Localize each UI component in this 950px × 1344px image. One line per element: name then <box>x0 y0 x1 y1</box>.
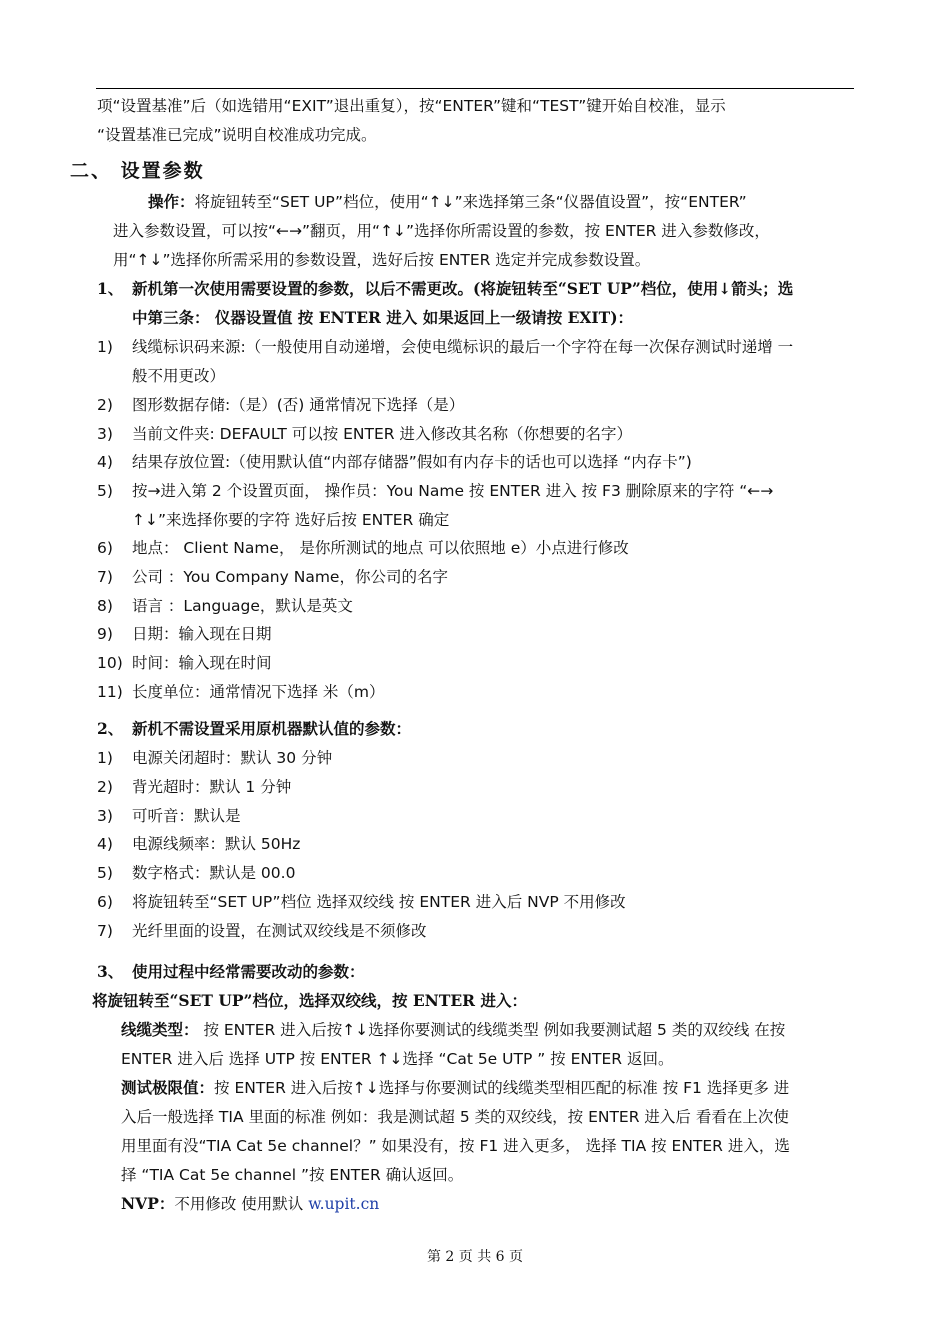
list-number: 1) <box>97 338 113 356</box>
list-number: 4) <box>97 453 113 471</box>
list-item: 图形数据存储:（是）(否) 通常情况下选择（是） <box>132 396 465 414</box>
list-item: 长度单位：通常情况下选择 米（m） <box>132 683 385 701</box>
cable-type-line-2: ENTER 进入后 选择 UTP 按 ENTER ↑↓选择 “Cat 5e UTP ” 按 ENTER 返回。 <box>121 1050 674 1068</box>
list-number: 6) <box>97 539 113 557</box>
test-limit-line-3: 用里面有没“TIA Cat 5e channel？” 如果没有，按 F1 进入更多， 选择 TIA 按 ENTER 进入，选 <box>121 1137 790 1155</box>
list-item: 将旋钮转至“SET UP”档位 选择双绞线 按 ENTER 进入后 NVP 不用修改 <box>132 893 626 911</box>
operation-label: 操作： <box>148 192 195 211</box>
intro-line-1: 项“设置基准”后（如选错用“EXIT”退出重复），按“ENTER”键和“TEST”键开始自校准，显示 <box>97 97 726 115</box>
list-number: 6) <box>97 893 113 911</box>
list-item: 线缆标识码来源:（一般使用自动递增，会使电缆标识的最后一个字符在每一次保存测试时递增 一 <box>132 338 794 356</box>
list-item-cont: 般不用更改） <box>132 367 226 385</box>
part3-number: 3、 <box>97 962 124 981</box>
list-item: 可听音：默认是 <box>132 807 241 825</box>
list-number: 7) <box>97 568 113 586</box>
list-number: 10) <box>97 654 123 672</box>
list-item: 电源线频率：默认 50Hz <box>132 835 301 853</box>
nvp-text: 不用修改 使用默认 <box>174 1195 309 1213</box>
list-number: 7) <box>97 922 113 940</box>
list-item: 时间：输入现在时间 <box>132 654 272 672</box>
cable-type-text-1: 按 ENTER 进入后按↑↓选择你要测试的线缆类型 例如我要测试超 5 类的双绞线 在按 <box>198 1021 786 1039</box>
list-number: 3) <box>97 807 113 825</box>
test-limit-text-1: 按 ENTER 进入后按↑↓选择与你要测试的线缆类型相匹配的标准 按 F1 选择更多 进 <box>214 1079 790 1097</box>
test-limit-label: 测试极限值： <box>121 1078 215 1097</box>
watermark-link[interactable]: w.upit.cn <box>308 1195 380 1213</box>
part1-title-1: 新机第一次使用需要设置的参数，以后不需更改。(将旋钮转至“SET UP”档位，使用↓箭头；选 <box>132 279 794 298</box>
list-number: 4) <box>97 835 113 853</box>
list-number: 2) <box>97 778 113 796</box>
list-number: 2) <box>97 396 113 414</box>
list-item: 按→进入第 2 个设置页面， 操作员：You Name 按 ENTER 进入 按 F3 删除原来的字符 “←→ <box>132 482 774 500</box>
list-item: 当前文件夹: DEFAULT 可以按 ENTER 进入修改其名称（你想要的名字） <box>132 425 632 443</box>
test-limit-line-1 <box>121 1078 789 1098</box>
operation-text-1: 将旋钮转至“SET UP”档位，使用“↑↓”来选择第三条“仪器值设置”，按“ENTER” <box>194 193 747 211</box>
list-item: 日期：输入现在日期 <box>132 625 272 643</box>
list-number: 5) <box>97 482 113 500</box>
part2-number: 2、 <box>97 719 124 738</box>
list-number: 3) <box>97 425 113 443</box>
list-item: 语言 ：Language，默认是英文 <box>132 597 353 615</box>
cable-type-line-1 <box>121 1020 785 1040</box>
list-number: 11) <box>97 683 123 701</box>
list-number: 9) <box>97 625 113 643</box>
list-item: 数字格式：默认是 00.0 <box>132 864 296 882</box>
list-item: 背光超时：默认 1 分钟 <box>132 778 292 796</box>
operation-line-2: 进入参数设置，可以按“←→”翻页，用“↑↓”选择你所需设置的参数，按 ENTER 进入参数修改， <box>113 222 770 240</box>
cable-type-label: 线缆类型： <box>121 1020 199 1039</box>
test-limit-line-4: 择 “TIA Cat 5e channel ”按 ENTER 确认返回。 <box>121 1166 464 1184</box>
section-heading: 二、 设置参数 <box>70 160 205 182</box>
part1-number: 1、 <box>97 279 124 298</box>
list-item: 电源关闭超时：默认 30 分钟 <box>132 749 333 767</box>
list-item: 光纤里面的设置，在测试双绞线是不须修改 <box>132 922 427 940</box>
operation-line-3: 用“↑↓”选择你所需采用的参数设置，选好后按 ENTER 选定并完成参数设置。 <box>113 251 651 269</box>
list-number: 1) <box>97 749 113 767</box>
list-number: 8) <box>97 597 113 615</box>
operation-line-1 <box>148 192 747 212</box>
part2-title: 新机不需设置采用原机器默认值的参数： <box>132 719 412 738</box>
list-item: 结果存放位置:（使用默认值“内部存储器”假如有内存卡的话也可以选择 “内存卡”) <box>132 453 692 471</box>
part3-title: 使用过程中经常需要改动的参数： <box>132 962 365 981</box>
list-item: 公司 ：You Company Name，你公司的名字 <box>132 568 448 586</box>
list-number: 5) <box>97 864 113 882</box>
test-limit-line-2: 入后一般选择 TIA 里面的标准 例如：我是测试超 5 类的双绞线，按 ENTER 进入后 看看在上次使 <box>121 1108 789 1126</box>
part1-title-2: 中第三条： 仪器设置值 按 ENTER 进入 如果返回上一级请按 EXIT)： <box>132 308 634 327</box>
nvp-line <box>121 1194 379 1214</box>
nvp-label: NVP： <box>121 1194 175 1213</box>
page-footer: 第 2 页 共 6 页 <box>426 1249 524 1265</box>
intro-line-2: “设置基准已完成”说明自校准成功完成。 <box>97 126 377 144</box>
part3-subhead: 将旋钮转至“SET UP”档位，选择双绞线，按 ENTER 进入： <box>92 991 527 1010</box>
list-item: 地点： Client Name， 是你所测试的地点 可以依照地 e）小点进行修改 <box>132 539 629 557</box>
list-item-cont: ↑↓”来选择你要的字符 选好后按 ENTER 确定 <box>132 511 450 529</box>
header-rule <box>96 88 854 89</box>
